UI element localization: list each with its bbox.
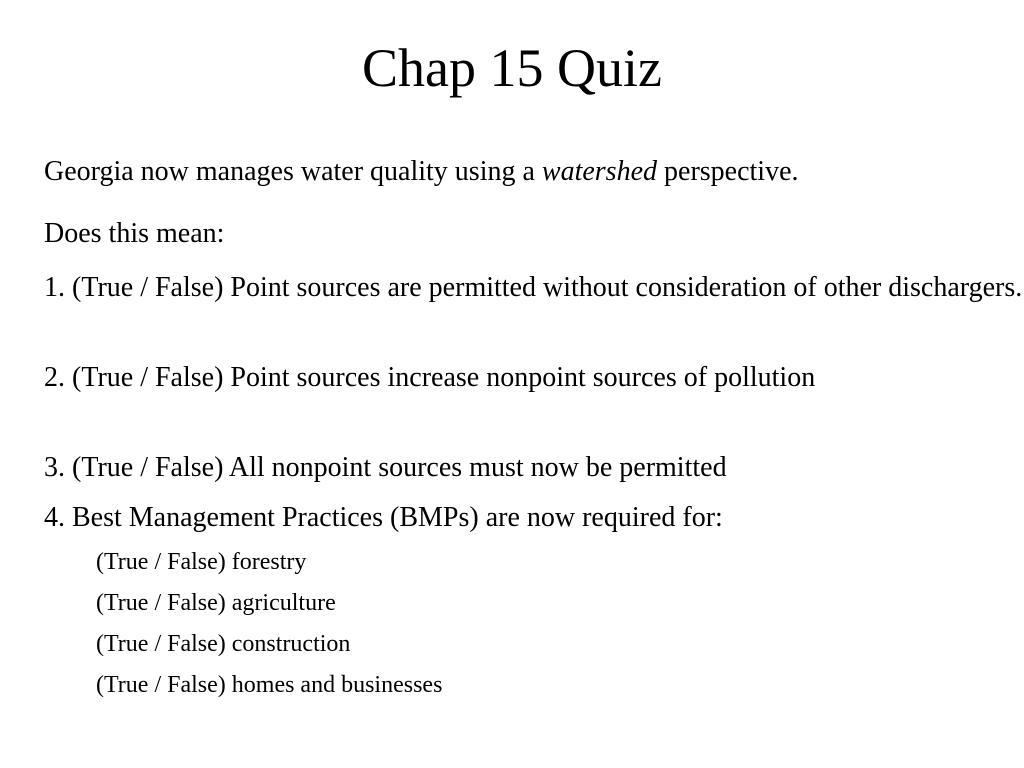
intro-statement bbox=[44, 152, 984, 192]
bmp-sub-list bbox=[96, 542, 796, 706]
question-prompt: Does this mean: bbox=[44, 218, 225, 249]
sub-item-forestry: (True / False) forestry bbox=[96, 549, 307, 575]
intro-emphasis: watershed bbox=[541, 156, 658, 187]
question-2: 2. (True / False) Point sources increase nonpoint sources of pollution bbox=[44, 362, 816, 393]
sub-item-construction: (True / False) construction bbox=[96, 631, 351, 657]
intro-text-end: perspective. bbox=[657, 156, 799, 187]
intro-text-start: Georgia now manages water quality using a bbox=[44, 156, 542, 187]
slide-title: Chap 15 Quiz bbox=[362, 38, 662, 98]
question-3: 3. (True / False) All nonpoint sources must now be permitted bbox=[44, 452, 727, 483]
question-1: 1. (True / False) Point sources are permitted without consideration of other dischargers. bbox=[44, 272, 1023, 303]
sub-item-homes-businesses: (True / False) homes and businesses bbox=[96, 672, 443, 698]
question-4: 4. Best Management Practices (BMPs) are now required for: bbox=[44, 502, 723, 533]
sub-item-agriculture: (True / False) agriculture bbox=[96, 590, 336, 616]
